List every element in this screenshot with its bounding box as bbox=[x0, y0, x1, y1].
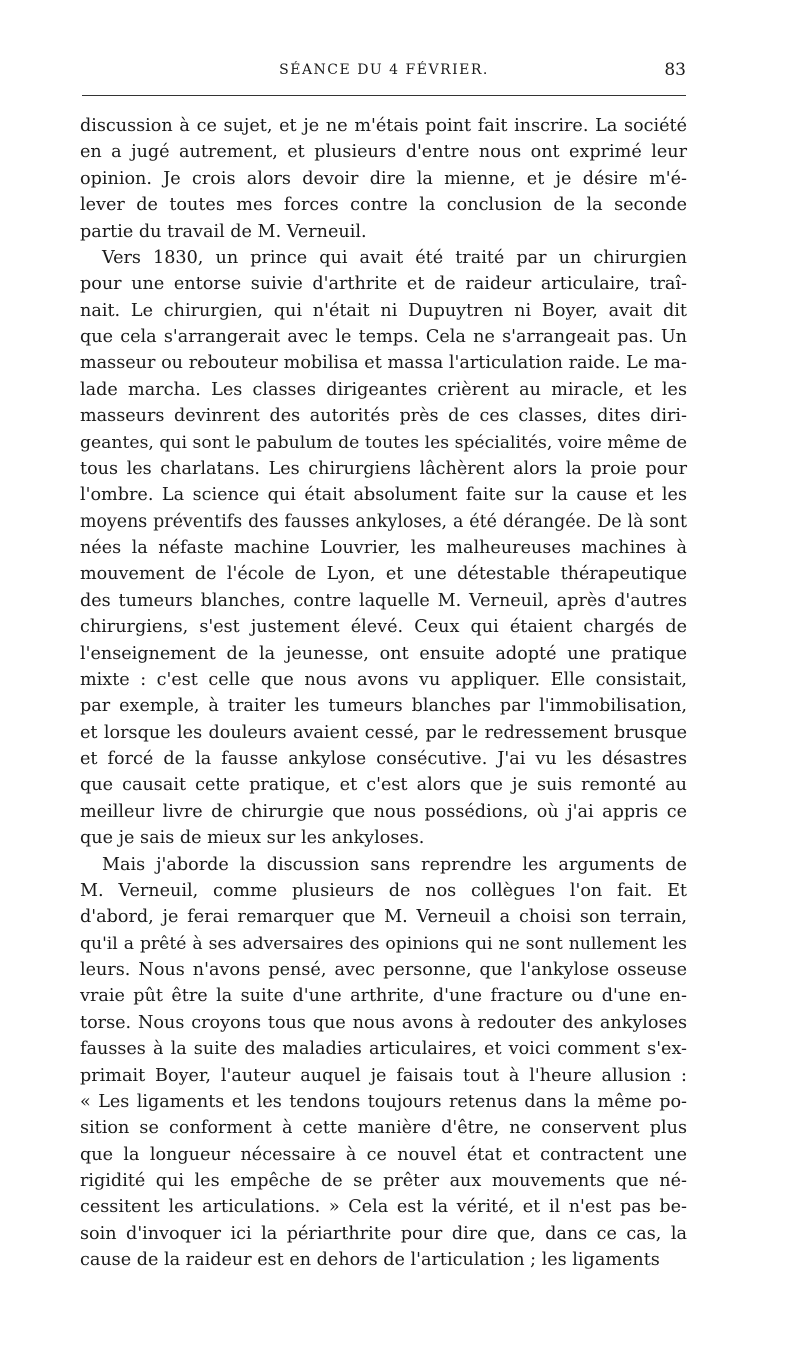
text-line: chirurgiens, s'est justement élevé. Ceux qui étaient chargés de bbox=[80, 617, 687, 638]
text-line: que je sais de mieux sur les ankyloses. bbox=[80, 828, 425, 849]
text-line: que causait cette pratique, et c'est alors que je suis remonté au bbox=[80, 775, 687, 796]
text-line: M. Verneuil, comme plusieurs de nos collègues l'on fait. Et bbox=[80, 880, 687, 901]
paragraph bbox=[80, 113, 687, 245]
text-line: discussion à ce sujet, et je ne m'étais point fait inscrire. La société bbox=[80, 116, 687, 136]
text-line: torse. Nous croyons tous que nous avons à redouter des ankyloses bbox=[80, 1012, 687, 1033]
text-line: et forcé de la fausse ankylose consécutive. J'ai vu les désastres bbox=[80, 749, 687, 769]
text-line: nées la néfaste machine Louvrier, les malheureuses machines à bbox=[80, 538, 687, 558]
text-line: pour une entorse suivie d'arthrite et de raideur articulaire, traî- bbox=[80, 274, 687, 295]
text-line: cause de la raideur est en dehors de l'articulation ; les ligaments bbox=[80, 1250, 660, 1271]
text-line: et lorsque les douleurs avaient cessé, par le redressement brusque bbox=[80, 722, 687, 743]
text-line: Mais j'aborde la discussion sans reprendre les arguments de bbox=[102, 854, 687, 875]
text-line: meilleur livre de chirurgie que nous possédions, où j'ai appris ce bbox=[80, 801, 687, 822]
running-head bbox=[82, 60, 686, 84]
text-line: l'enseignement de la jeunesse, ont ensuite adopté une pratique bbox=[80, 643, 687, 664]
paragraph bbox=[80, 852, 687, 1274]
text-line: lade marcha. Les classes dirigeantes crièrent au miracle, et les bbox=[80, 379, 687, 400]
text-line: masseur ou rebouteur mobilisa et massa l'articulation raide. Le ma- bbox=[80, 353, 687, 374]
text-body bbox=[80, 113, 687, 1274]
text-line: que la longueur nécessaire à ce nouvel état et contractent une bbox=[80, 1144, 687, 1165]
text-line: qu'il a prêté à ses adversaires des opinions qui ne sont nullement les bbox=[80, 933, 687, 954]
text-line: moyens préventifs des fausses ankyloses, a été dérangée. De là sont bbox=[80, 511, 687, 532]
text-line: rigidité qui les empêche de se prêter aux mouvements que né- bbox=[80, 1171, 687, 1191]
text-line: leurs. Nous n'avons pensé, avec personne, que l'ankylose osseuse bbox=[80, 960, 687, 980]
text-line: lever de toutes mes forces contre la conclusion de la seconde bbox=[80, 195, 687, 216]
text-line: Vers 1830, un prince qui avait été traité par un chirurgien bbox=[102, 247, 687, 268]
text-line: par exemple, à traiter les tumeurs blanches par l'immobilisation, bbox=[80, 696, 687, 717]
text-line: des tumeurs blanches, contre laquelle M. Verneuil, après d'autres bbox=[80, 590, 687, 611]
text-line: mixte : c'est celle que nous avons vu appliquer. Elle consistait, bbox=[80, 669, 687, 690]
text-line: vraie pût être la suite d'une arthrite, d'une fracture ou d'une en- bbox=[80, 986, 687, 1007]
text-line: que cela s'arrangerait avec le temps. Cela ne s'arrangeait pas. Un bbox=[80, 327, 687, 347]
text-line: tous les charlatans. Les chirurgiens lâchèrent alors la proie pour bbox=[80, 458, 687, 479]
text-line: sition se conforment à cette manière d'être, ne conservent plus bbox=[80, 1118, 687, 1139]
text-line: masseurs devinrent des autorités près de ces classes, dites diri- bbox=[80, 406, 687, 427]
text-line: cessitent les articulations. » Cela est la vérité, et il n'est pas be- bbox=[80, 1197, 687, 1218]
text-line: opinion. Je crois alors devoir dire la mienne, et je désire m'é- bbox=[80, 168, 687, 189]
text-line: fausses à la suite des maladies articulaires, et voici comment s'ex- bbox=[80, 1039, 687, 1060]
text-line: partie du travail de M. Verneuil. bbox=[80, 221, 367, 242]
text-line: primait Boyer, l'auteur auquel je faisais tout à l'heure allusion : bbox=[80, 1065, 687, 1086]
text-line: geantes, qui sont le pabulum de toutes les spécialités, voire même de bbox=[80, 432, 687, 453]
text-line: l'ombre. La science qui était absolument faite sur la cause et les bbox=[80, 485, 687, 506]
page-number: 83 bbox=[664, 60, 686, 80]
running-title: SÉANCE DU 4 FÉVRIER. bbox=[279, 62, 489, 78]
header-rule bbox=[82, 95, 686, 96]
text-line: « Les ligaments et les tendons toujours retenus dans la même po- bbox=[80, 1091, 687, 1112]
text-line: nait. Le chirurgien, qui n'était ni Dupuytren ni Boyer, avait dit bbox=[80, 300, 687, 321]
text-line: d'abord, je ferai remarquer que M. Verneuil a choisi son terrain, bbox=[80, 907, 687, 928]
text-line: en a jugé autrement, et plusieurs d'entre nous ont exprimé leur bbox=[80, 142, 687, 163]
text-line: mouvement de l'école de Lyon, et une détestable thérapeutique bbox=[80, 564, 687, 585]
text-line: soin d'invoquer ici la périarthrite pour dire que, dans ce cas, la bbox=[80, 1223, 687, 1244]
paragraph bbox=[80, 245, 687, 852]
